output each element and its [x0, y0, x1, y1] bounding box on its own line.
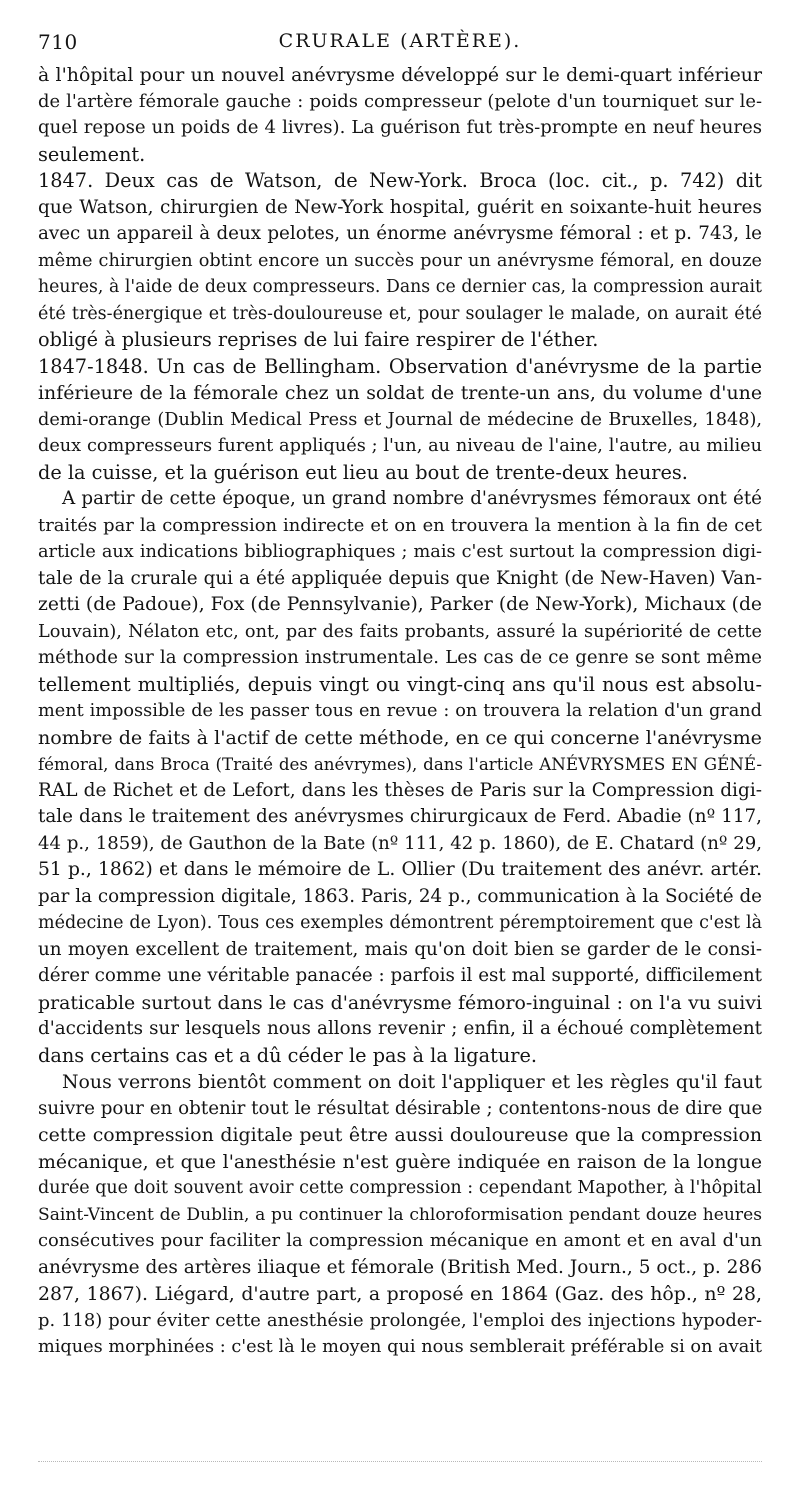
text-line: dérer comme une véritable panacée : parfois il est mal supporté, difficilement [38, 965, 762, 986]
text-line: article aux indications bibliographiques ; mais c'est surtout la compression digi- [38, 542, 762, 562]
text-line: 287, 1867). Liégard, d'autre part, a proposé en 1864 (Gaz. des hôp., nº 28, [38, 1283, 762, 1305]
text-line: d'accidents sur lesquels nous allons revenir ; enfin, il a échoué complètement [38, 1018, 762, 1039]
text-line: mécanique, et que l'anesthésie n'est guère indiquée en raison de la longue [38, 1150, 762, 1173]
text-line: de l'artère fémorale gauche : poids compresseur (pelote d'un tourniquet sur le- [38, 90, 762, 112]
text-line: durée que doit souvent avoir cette compression : cependant Mapother, à l'hôpital [38, 1178, 762, 1198]
text-line: tellement multipliés, depuis vingt ou vingt-cinq ans qu'il nous est absolu- [38, 672, 762, 696]
text-line: quel repose un poids de 4 livres). La guérison fut très-prompte en neuf heures [38, 117, 762, 138]
text-line: Saint-Vincent de Dublin, a pu continuer la chloroformisation pendant douze heures [38, 1204, 762, 1225]
text-line: de la cuisse, et la guérison eut lieu au bout de trente-deux heures. [38, 460, 688, 484]
text-line: heures, à l'aide de deux compresseurs. Dans ce dernier cas, la compression aurait [38, 277, 762, 297]
text-line: deux compresseurs furent appliqués ; l'un, au niveau de l'aine, l'autre, au milieu [38, 436, 762, 456]
page-header [38, 26, 762, 60]
text-line: à l'hôpital pour un nouvel anévrysme développé sur le demi-quart inférieur [38, 64, 762, 86]
text-line: même chirurgien obtint encore un succès pour un anévrysme fémoral, en douze [38, 250, 762, 271]
page-number: 710 [38, 30, 78, 54]
text-line: dans certains cas et a dû céder le pas à la ligature. [38, 1043, 538, 1067]
text-line: tale de la crurale qui a été appliquée depuis que Knight (de New-Haven) Van- [38, 567, 762, 589]
text-line: Nous verrons bientôt comment on doit l'appliquer et les règles qu'il faut [62, 1071, 762, 1093]
text-line: ment impossible de les passer tous en revue : on trouvera la relation d'un grand [38, 701, 762, 721]
text-line: anévrysme des artères iliaque et fémorale (British Med. Journ., 5 oct., p. 286 [38, 1256, 762, 1278]
text-line: médecine de Lyon). Tous ces exemples démontrent péremptoirement que c'est là [38, 913, 762, 933]
text-line: Louvain), Nélaton etc, ont, par des faits probants, assuré la supériorité de cette [38, 621, 762, 642]
text-line: par la compression digitale, 1863. Paris, 24 p., communication à la Société de [38, 885, 762, 907]
text-line: A partir de cette époque, un grand nombre d'anévrysmes fémoraux ont été [62, 488, 762, 509]
text-line: été très-énergique et très-douloureuse et, pour soulager le malade, on aurait été [38, 303, 762, 324]
text-line: RAL de Richet et de Lefort, dans les thèses de Paris sur la Compression digi- [38, 779, 762, 801]
text-line: p. 118) pour éviter cette anesthésie prolongée, l'emploi des injections hypoder- [38, 1309, 762, 1331]
text-line: zetti (de Padoue), Fox (de Pennsylvanie), Parker (de New-York), Michaux (de [38, 594, 762, 615]
text-line: demi-orange (Dublin Medical Press et Journal de médecine de Bruxelles, 1848), [38, 409, 762, 430]
text-line: traités par la compression indirecte et on en trouvera la mention à la fin de cet [38, 514, 762, 536]
text-line: obligé à plusieurs reprises de lui faire respirer de l'éther. [38, 328, 599, 351]
text-line: fémoral, dans Broca (Traité des anévrymes), dans l'article ANÉVRYSMES EN GÉNÉ- [38, 754, 762, 774]
body-text [38, 62, 762, 1361]
text-line: 1847. Deux cas de Watson, de New-York. Broca (loc. cit., p. 742) dit [38, 169, 762, 192]
text-line: inférieure de la fémorale chez un soldat de trente-un ans, du volume d'une [38, 382, 762, 404]
running-head: CRURALE (ARTÈRE). [278, 30, 522, 52]
text-line: méthode sur la compression instrumentale. Les cas de ce genre se sont même [38, 647, 762, 668]
text-line: tale dans le traitement des anévrysmes chirurgicaux de Ferd. Abadie (nº 117, [38, 806, 762, 827]
text-line: 44 p., 1859), de Gauthon de la Bate (nº 111, 42 p. 1860), de E. Chatard (nº 29, [38, 832, 762, 854]
text-line: 51 p., 1862) et dans le mémoire de L. Ollier (Du traitement des anévr. artér. [38, 859, 762, 880]
text-line: seulement. [38, 142, 146, 166]
text-line: que Watson, chirurgien de New-York hospital, guérit en soixante-huit heures [38, 196, 762, 218]
text-line: nombre de faits à l'actif de cette méthode, en ce qui concerne l'anévrysme [38, 725, 762, 749]
text-line: consécutives pour faciliter la compression mécanique en amont et en aval d'un [38, 1230, 762, 1251]
text-line: un moyen excellent de traitement, mais qu'on doit bien se garder de le consi- [38, 938, 762, 960]
text-line: 1847-1848. Un cas de Bellingham. Observation d'anévrysme de la partie [38, 354, 762, 378]
text-line: cette compression digitale peut être aussi douloureuse que la compression [38, 1124, 762, 1146]
footer-rule [38, 1461, 762, 1462]
text-line: avec un appareil à deux pelotes, un énorme anévrysme fémoral : et p. 743, le [38, 223, 762, 244]
text-line: miques morphinées : c'est là le moyen qui nous semblerait préférable si on avait [38, 1337, 762, 1357]
text-line: suivre pour en obtenir tout le résultat désirable ; contentons-nous de dire que [38, 1097, 763, 1119]
text-line: praticable surtout dans le cas d'anévrysme fémoro-inguinal : on l'a vu suivi [38, 991, 762, 1014]
